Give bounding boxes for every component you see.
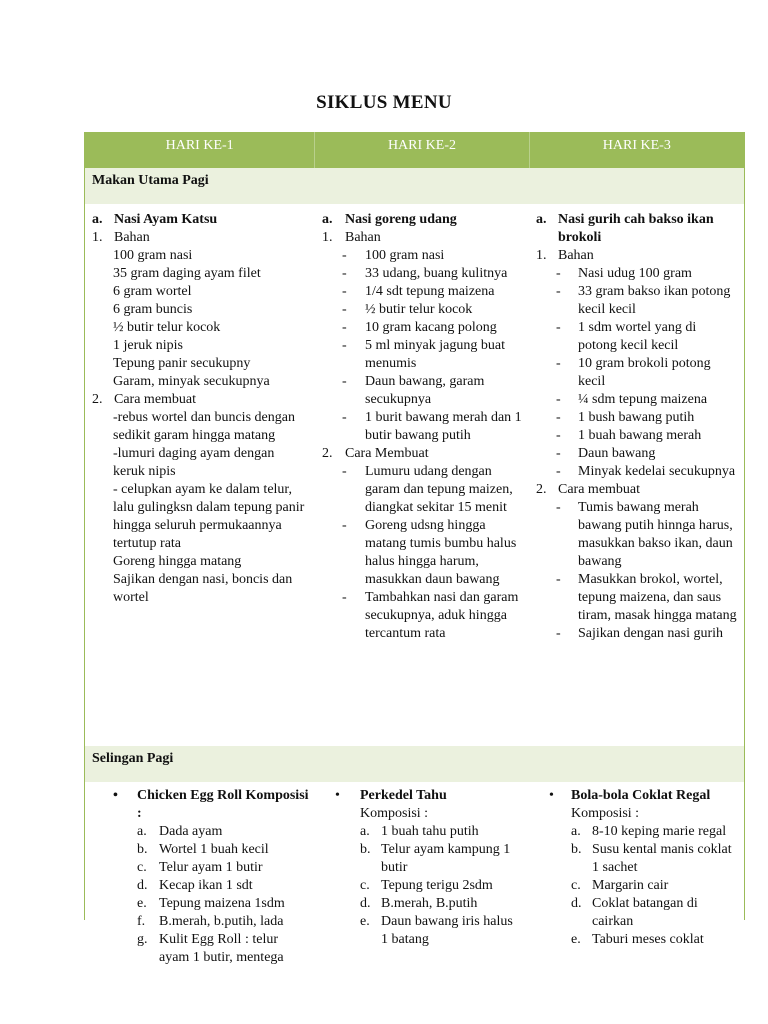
step-line: -rebus wortel dan buncis dengan sedikit garam hingga matang (113, 410, 295, 443)
composition-item: f. B.merah, b.putih, lada (137, 914, 284, 929)
day3-cara-list (536, 499, 738, 643)
composition-item: c. Telur ayam 1 butir (137, 860, 263, 875)
day1-cara-heading: 2. Cara membuat (92, 392, 197, 407)
ingredient-line: - 1 bush bawang putih (556, 410, 695, 425)
ingredient-line: - 100 gram nasi (342, 248, 445, 263)
composition-item: g. Kulit Egg Roll : telur ayam 1 butir, mentega (137, 932, 284, 965)
day1-menu-title: a. Nasi Ayam Katsu (92, 212, 218, 227)
step-line: Goreng hingga matang (113, 554, 242, 569)
ingredient-line: 1 jeruk nipis (113, 338, 183, 353)
day3-breakfast-cell (529, 211, 744, 746)
snack2-title: • Perkedel Tahu (335, 788, 447, 803)
ingredient-line: - 5 ml minyak jagung buat menumis (342, 338, 505, 371)
composition-item: e. Taburi meses coklat (571, 932, 704, 947)
composition-item: a. Dada ayam (137, 824, 223, 839)
day2-bahan-list (322, 247, 525, 445)
ingredient-line: - Minyak kedelai secukupnya (556, 464, 736, 479)
ingredient-line: - Nasi udug 100 gram (556, 266, 692, 281)
ingredient-line: - 1 sdm wortel yang di potong kecil kecil (556, 320, 697, 353)
day1-breakfast-cell (85, 211, 315, 746)
day2-breakfast-cell (315, 211, 529, 746)
step-line: - celupkan ayam ke dalam telur, lalu gulingksn dalam tepung panir hingga seluruh permukaannya tertutup rata (113, 482, 305, 551)
ingredient-line: - 33 gram bakso ikan potong kecil kecil (556, 284, 731, 317)
ingredient-line: - 1/4 sdt tepung maizena (342, 284, 495, 299)
composition-item: c. Margarin cair (571, 878, 669, 893)
day3-bahan-list (536, 265, 738, 481)
ingredient-line: - 1 burit bawang merah dan 1 butir bawang putih (342, 410, 522, 443)
ingredient-line: ½ butir telur kocok (113, 320, 221, 335)
day2-snack-cell (315, 787, 529, 967)
header-day-3: HARI KE-3 (602, 138, 671, 153)
snack2-items (335, 823, 523, 949)
snack2-subtitle: Komposisi : (360, 806, 429, 821)
ingredient-line: 100 gram nasi (113, 248, 193, 263)
header-day-2: HARI KE-2 (315, 132, 529, 168)
day1-bahan-heading: 1. Bahan (92, 230, 150, 245)
composition-item: d. Kecap ikan 1 sdt (137, 878, 253, 893)
snack1-items (113, 823, 309, 967)
composition-item: d. Coklat batangan di cairkan (571, 896, 698, 929)
composition-item: e. Tepung maizena 1sdm (137, 896, 285, 911)
composition-item: e. Daun bawang iris halus 1 batang (360, 914, 513, 947)
ingredient-line: - ½ butir telur kocok (342, 302, 473, 317)
day1-cara-list (92, 409, 311, 607)
step-line: - Goreng udsng hingga matang tumis bumbu halus halus hingga harum, masukkan daun bawang (342, 518, 517, 587)
snack-row (85, 782, 744, 967)
day1-snack-cell (85, 787, 315, 967)
composition-item: d. B.merah, B.putih (360, 896, 478, 911)
step-line: - Masukkan brokol, wortel, tepung maizena, dan saus tiram, masak hingga matang (556, 572, 737, 623)
page-title: SIKLUS MENU (316, 92, 452, 113)
composition-item: b. Wortel 1 buah kecil (137, 842, 269, 857)
step-line: - Tambahkan nasi dan garam secukupnya, aduk hingga tercantum rata (342, 590, 519, 641)
ingredient-line: 6 gram buncis (113, 302, 193, 317)
ingredient-line: 35 gram daging ayam filet (113, 266, 261, 281)
step-line: Sajikan dengan nasi, boncis dan wortel (113, 572, 293, 605)
snack3-title: • Bola-bola Coklat Regal (549, 788, 711, 803)
day3-menu-title: a. Nasi gurih cah bakso ikan brokoli (536, 212, 714, 245)
ingredient-line: - 10 gram kacang polong (342, 320, 497, 335)
day2-cara-heading: 2. Cara Membuat (322, 446, 429, 461)
day3-cara-heading: 2. Cara membuat (536, 482, 641, 497)
day3-snack-cell (529, 787, 744, 967)
step-line: - Sajikan dengan nasi gurih (556, 626, 724, 641)
day2-menu-title: a. Nasi goreng udang (322, 212, 457, 227)
ingredient-line: - 33 udang, buang kulitnya (342, 266, 508, 281)
header-day-1: HARI KE-1 (85, 132, 315, 168)
section-makan-utama-pagi: Makan Utama Pagi (85, 168, 744, 204)
day1-bahan-list (92, 247, 311, 391)
ingredient-line: - 10 gram brokoli potong kecil (556, 356, 711, 389)
composition-item: a. 1 buah tahu putih (360, 824, 479, 839)
ingredient-line: Tepung panir secukupny (113, 356, 251, 371)
ingredient-line: - 1 buah bawang merah (556, 428, 702, 443)
day2-cara-list (322, 463, 525, 643)
ingredient-line: Garam, minyak secukupnya (113, 374, 270, 389)
day2-bahan-heading: 1. Bahan (322, 230, 381, 245)
ingredient-line: - Daun bawang (556, 446, 656, 461)
menu-table (84, 132, 745, 965)
step-line: -lumuri daging ayam dengan keruk nipis (113, 446, 275, 479)
composition-item: b. Susu kental manis coklat 1 sachet (571, 842, 732, 875)
table-header (85, 132, 744, 168)
step-line: - Tumis bawang merah bawang putih hinnga harus, masukkan bakso ikan, daun bawang (556, 500, 733, 569)
ingredient-line: 6 gram wortel (113, 284, 192, 299)
step-line: - Lumuru udang dengan garam dan tepung maizen, diangkat sekitar 15 menit (342, 464, 513, 515)
composition-item: a. 8-10 keping marie regal (571, 824, 727, 839)
ingredient-line: - Daun bawang, garam secukupnya (342, 374, 485, 407)
composition-item: c. Tepung terigu 2sdm (360, 878, 493, 893)
snack1-title: • Chicken Egg Roll Komposisi : (113, 788, 309, 821)
snack3-subtitle: Komposisi : (571, 806, 640, 821)
snack3-items (549, 823, 740, 949)
section-selingan-pagi: Selingan Pagi (85, 746, 744, 782)
day3-bahan-heading: 1. Bahan (536, 248, 594, 263)
breakfast-row (85, 204, 744, 746)
ingredient-line: - ¼ sdm tepung maizena (556, 392, 708, 407)
composition-item: b. Telur ayam kampung 1 butir (360, 842, 511, 875)
